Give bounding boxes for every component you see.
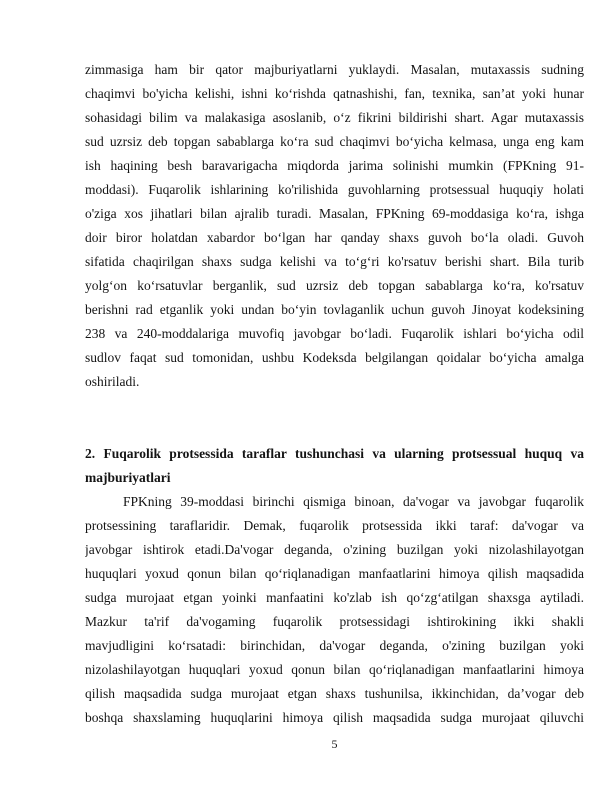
text-line: berishni rad etganlik yoki undan boʻyin tovlaganlik uchun guvoh Jinoyat kodeksining <box>85 302 584 317</box>
text-line: mavjudligini koʻrsatadi: birinchidan, da'vogar deganda, o'zining buzilgan yoki <box>85 638 584 653</box>
heading-line: 2. Fuqarolik protsessida taraflar tushunchasi va ularning protsessual huquq va <box>85 446 584 461</box>
section-heading <box>85 442 584 490</box>
text-line: oshiriladi. <box>85 374 140 389</box>
text-line: sifatida chaqirilgan shaxs sudga kelishi va toʻgʻri ko'rsatuv berishi shart. Bila turib <box>85 254 584 269</box>
text-line: sohasidagi bilim va malakasiga asoslanib, oʻz fikrini bildirishi shart. Agar mutaxassis <box>85 110 584 125</box>
paragraph-1 <box>85 58 584 394</box>
text-line: qilish maqsadida sudga murojaat etgan shaxs tushunilsa, ikkinchidan, da’vogar deb <box>85 686 584 701</box>
text-line: sudga murojaat etgan yoinki manfaatini ko'zlab ish qoʻzgʻatilgan shaxsga aytiladi. <box>85 590 584 605</box>
text-line: huquqlari yoxud qonun bilan qoʻriqlanadigan manfaatlarini himoya qilish maqsadida <box>85 566 584 581</box>
heading-line: majburiyatlari <box>85 470 171 485</box>
text-line: Mazkur ta'rif da'vogaming fuqarolik protsessidagi ishtirokining ikki shakli <box>85 614 584 629</box>
text-line: FPKning 39-moddasi birinchi qismiga binoan, da'vogar va javobgar fuqarolik <box>123 494 584 509</box>
text-line: boshqa shaxslaming huquqlarini himoya qilish maqsadida sudga murojaat qiluvchi <box>85 710 584 725</box>
text-line: moddasi). Fuqarolik ishlarining ko'rilishida guvohlarning protsessual huquqiy holati <box>85 182 584 197</box>
text-line: chaqimvi bo'yicha kelishi, ishni koʻrishda qatnashishi, fan, texnika, san’at yoki hunar <box>85 86 584 101</box>
text-line: doir biror holatdan xabardor boʻlgan har qanday shaxs guvoh boʻla oladi. Guvoh <box>85 230 584 245</box>
text-line: o'ziga xos jihatlari bilan ajralib turadi. Masalan, FPKning 69-moddasiga koʻra, ishga <box>85 206 584 221</box>
text-line: sudlov faqat sud tomonidan, ushbu Kodeksda belgilangan qoidalar boʻyicha amalga <box>85 350 584 365</box>
text-line: protsessining taraflaridir. Demak, fuqarolik protsessida ikki taraf: da'vogar va <box>85 518 584 533</box>
text-line: nizolashilayotgan huquqlari yoxud qonun bilan qoʻriqlanadigan manfaatlarini himoya <box>85 662 584 677</box>
text-line: sud uzrsiz deb topgan sabablarga koʻra sud chaqimvi boʻyicha kelmasa, unga eng kam <box>85 134 584 149</box>
text-line: zimmasiga ham bir qator majburiyatlarni yuklaydi. Masalan, mutaxassis sudning <box>85 62 584 77</box>
text-line: 238 va 240-moddalariga muvofiq javobgar boʻladi. Fuqarolik ishlari boʻyicha odil <box>85 326 584 341</box>
page-content <box>85 58 584 730</box>
paragraph-2 <box>85 490 584 730</box>
page-number: 5 <box>331 737 338 751</box>
text-line: ish haqining besh baravarigacha miqdorda jarima solinishi mumkin (FPKning 91- <box>85 158 584 173</box>
text-line: javobgar ishtirok etadi.Da'vogar deganda, o'zining buzilgan yoki nizolashilayotgan <box>85 542 584 557</box>
text-line: yolgʻon koʻrsatuvlar berganlik, sud uzrsiz deb topgan sabablarga koʻra, ko'rsatuv <box>85 278 584 293</box>
